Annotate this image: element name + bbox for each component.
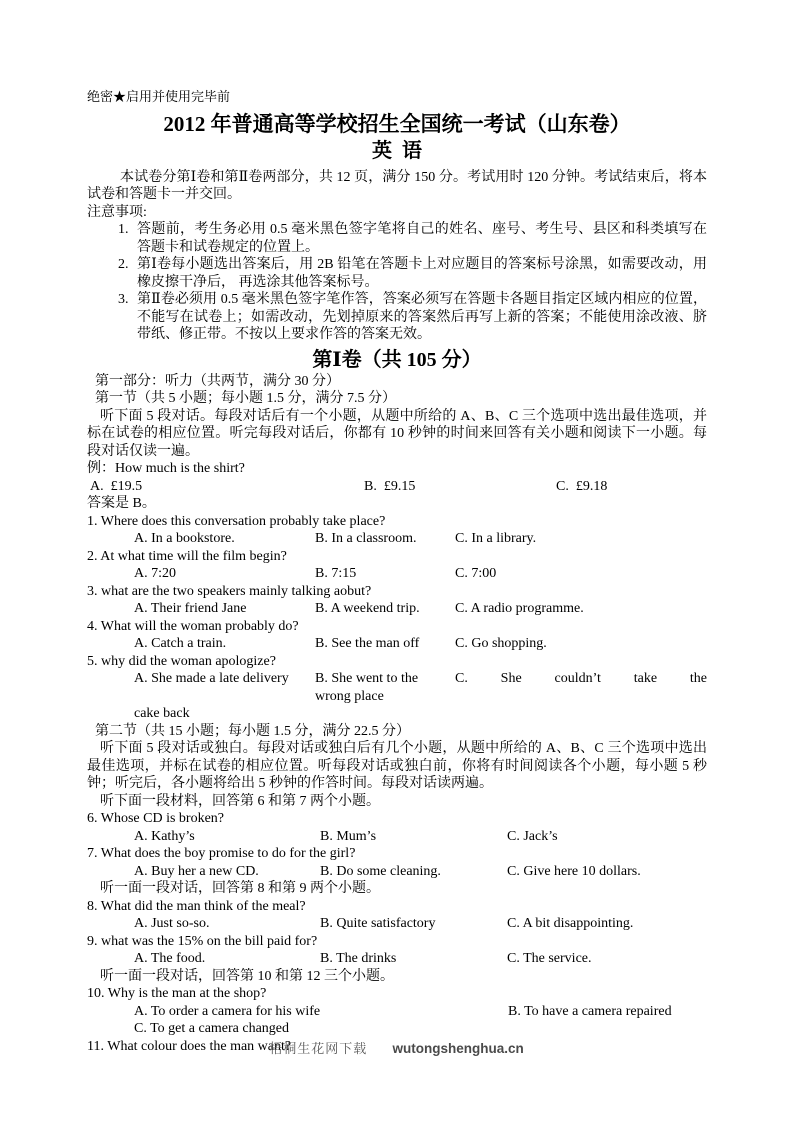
passage-intro-10-12: 听一面一段对话，回答第 10 和第 12 三个小题。 — [100, 968, 394, 984]
question-5-option-c-continuation: cake back — [134, 706, 190, 721]
example-option-a: A. £19.5 — [90, 478, 143, 494]
option-b: B. To have a camera repaired — [508, 1003, 672, 1019]
option-a: A. Their friend Jane — [134, 601, 247, 616]
part1-heading: 第一部分：听力（共两节，满分 30 分） — [95, 373, 340, 389]
footer-site-name: 梧桐生花网下载 — [269, 1041, 368, 1056]
option-b: B. She went to the wrong place — [315, 671, 422, 704]
question-6-text: 6. Whose CD is broken? — [87, 811, 224, 826]
secrecy-notice: 绝密★启用并使用完毕前 — [87, 89, 231, 104]
example-answer: 答案是 B。 — [87, 496, 156, 511]
note-text: 第Ⅰ卷每小题选出答案后，用 2B 铅笔在答题卡上对应题目的答案标号涂黑，如需要改动，用橡皮擦干净后， 再选涂其他答案标号。 — [137, 257, 707, 290]
section1-heading: 第一节（共 5 小题；每小题 1.5 分，满分 7.5 分） — [95, 391, 396, 406]
question-1-options — [87, 530, 707, 548]
option-b: B. Do some cleaning. — [320, 863, 441, 879]
question-4-text: 4. What will the woman probably do? — [87, 618, 299, 634]
question-8-text: 8. What did the man think of the meal? — [87, 898, 306, 914]
question-5-text: 5. why did the woman apologize? — [87, 653, 276, 669]
question-7-text: 7. What does the boy promise to do for the girl? — [87, 846, 356, 861]
option-b: B. The drinks — [320, 951, 397, 966]
option-b: B. Mum’s — [320, 828, 377, 844]
example-options-row — [87, 478, 707, 496]
note-item-2 — [87, 256, 707, 291]
exam-intro: 本试卷分第Ⅰ卷和第Ⅱ卷两部分，共 12 页，满分 150 分。考试用时 120 分钟。考试结束后，将本试卷和答题卡一并交回。 — [87, 169, 707, 202]
option-a: A. She made a late delivery — [134, 671, 289, 686]
option-b: B. Quite satisfactory — [320, 916, 436, 931]
option-a: A. In a bookstore. — [134, 531, 235, 546]
option-a: A. 7:20 — [134, 566, 176, 581]
option-b: B. A weekend trip. — [315, 601, 420, 616]
option-c: C. She couldn’t take the — [455, 671, 707, 686]
question-9-text: 9. what was the 15% on the bill paid for? — [87, 933, 318, 949]
note-number: 1. — [118, 222, 129, 237]
option-c: C. The service. — [507, 951, 592, 966]
note-text: 答题前，考生务必用 0.5 毫米黑色签字笔将自己的姓名、座号、考生号、县区和科类填写在答题卡和试卷规定的位置上。 — [137, 222, 707, 255]
volume1-heading: 第Ⅰ卷（共 105 分） — [312, 348, 482, 371]
question-10-option-c: C. To get a camera changed — [134, 1021, 290, 1036]
option-b: B. See the man off — [315, 636, 420, 651]
option-c: C. In a library. — [455, 531, 537, 546]
example-option-c: C. £9.18 — [556, 478, 608, 494]
section2-instructions: 听下面 5 段对话或独白。每段对话或独白后有几个小题，从题中所给的 A、B、C 三个选项中选出最佳选项，并标在试卷的相应位置。听每段对话或独白前，你将有时间阅读各个小题，每小题 5 秒钟；听完后，各小题将给出 5 秒钟的作答时间。每段对话读两遍。 — [87, 741, 707, 791]
option-c: C. Jack’s — [507, 828, 558, 844]
note-number: 3. — [118, 292, 129, 307]
option-a: A. Catch a train. — [134, 636, 227, 651]
question-1-text: 1. Where does this conversation probably take place? — [87, 513, 386, 529]
option-b: B. In a classroom. — [315, 531, 417, 546]
option-c: C. Give here 10 dollars. — [507, 863, 641, 879]
question-3-options — [87, 600, 707, 618]
passage-intro-6-7: 听下面一段材料，回答第 6 和第 7 两个小题。 — [100, 793, 380, 809]
question-2-options — [87, 565, 707, 583]
question-6-options — [87, 828, 707, 846]
option-c: C. A bit disappointing. — [507, 916, 634, 931]
example-prompt: 例：How much is the shirt? — [87, 461, 245, 476]
question-11-text: 11. What colour does the man want? — [87, 1038, 292, 1054]
option-c: C. Go shopping. — [455, 636, 547, 651]
option-a: A. Just so-so. — [134, 916, 210, 931]
question-10-options-row-1 — [87, 1003, 707, 1021]
example-option-b: B. £9.15 — [364, 478, 416, 494]
footer-site-domain: wutongshenghua.cn — [392, 1041, 524, 1056]
question-4-options — [87, 635, 707, 653]
question-3-text: 3. what are the two speakers mainly talking aobut? — [87, 583, 372, 599]
note-item-1 — [87, 221, 707, 256]
page-footer — [0, 1040, 793, 1058]
option-c: C. 7:00 — [455, 566, 497, 581]
question-5-options — [87, 670, 707, 705]
question-9-options — [87, 950, 707, 968]
notes-heading: 注意事项: — [87, 204, 147, 220]
section2-heading: 第二节（共 15 小题；每小题 1.5 分，满分 22.5 分） — [95, 723, 410, 739]
option-a: A. The food. — [134, 951, 206, 966]
subject-title: 英 语 — [372, 139, 422, 162]
question-2-text: 2. At what time will the film begin? — [87, 548, 287, 564]
passage-intro-8-9: 听一面一段对话，回答第 8 和第 9 两个小题。 — [100, 881, 380, 896]
option-a: A. To order a camera for his wife — [134, 1003, 321, 1019]
exam-title: 2012 年普通高等学校招生全国统一考试（山东卷） — [163, 111, 631, 136]
section1-instructions: 听下面 5 段对话。每段对话后有一个小题，从题中所给的 A、B、C 三个选项中选出最佳选项，并标在试卷的相应位置。听完每段对话后，你都有 10 秒钟的时间来回答有关小题和阅读下一小题。每段对话仅读一遍。 — [87, 408, 707, 459]
option-a: A. Kathy’s — [134, 828, 195, 844]
option-a: A. Buy her a new CD. — [134, 863, 259, 879]
option-c: C. A radio programme. — [455, 601, 584, 616]
option-b: B. 7:15 — [315, 566, 357, 581]
note-text: 第Ⅱ卷必须用 0.5 毫米黑色签字笔作答，答案必须写在答题卡各题目指定区域内相应的位置，不能写在试卷上；如需改动，先划掉原来的答案然后再写上新的答案；不能使用涂改液、脐带纸、修正带。不按以上要求作答的答案无效。 — [137, 292, 707, 342]
note-number: 2. — [118, 257, 129, 272]
question-10-text: 10. Why is the man at the shop? — [87, 986, 267, 1001]
note-item-3 — [87, 291, 707, 344]
question-7-options — [87, 863, 707, 881]
question-8-options — [87, 915, 707, 933]
